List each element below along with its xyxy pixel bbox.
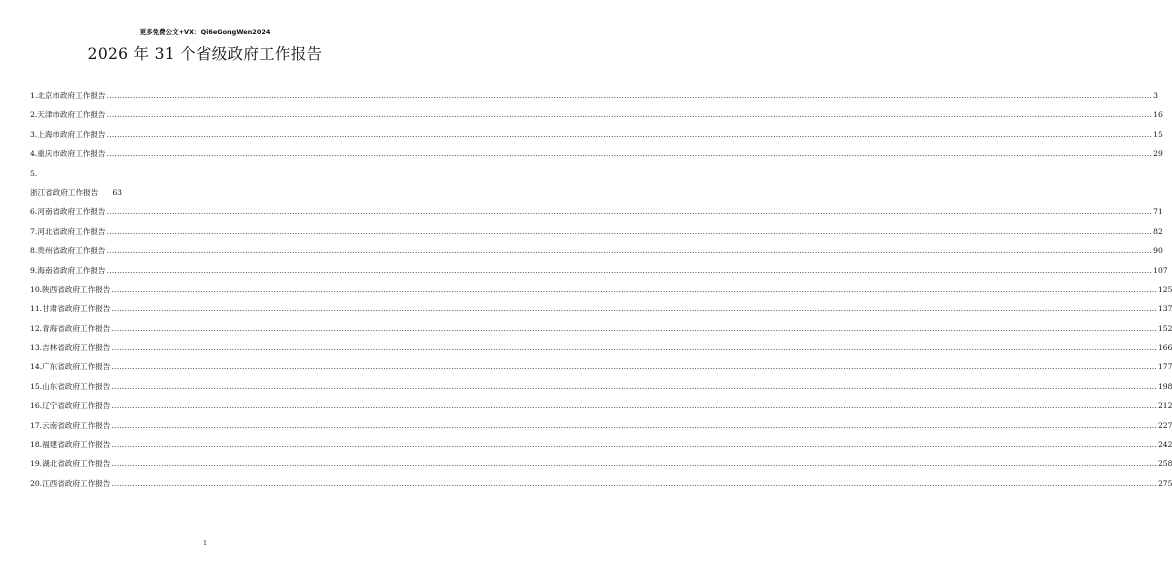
toc-entry-label: 浙江省政府工作报告 <box>30 187 99 197</box>
toc-entry-page: 152 <box>1157 323 1172 333</box>
toc-entry-page: 212 <box>1157 401 1172 411</box>
toc-entry-label: 8.贵州省政府工作报告 <box>30 246 106 256</box>
toc-entry[interactable] <box>30 146 1163 161</box>
toc-entry-label: 5. <box>30 168 38 178</box>
toc-entry[interactable] <box>30 127 1163 142</box>
toc-dot-leader: ................................................................................................................................................................................................................................................................................................................................................................................................................ <box>111 362 1157 372</box>
toc-entry-page: 227 <box>1157 420 1172 430</box>
toc-entry-label: 12.青海省政府工作报告 <box>30 323 111 333</box>
toc-entry-page: 90 <box>1153 246 1163 256</box>
toc-entry[interactable] <box>30 418 1172 433</box>
toc-entry[interactable] <box>30 263 1168 278</box>
toc-entry-page: 16 <box>1153 110 1163 120</box>
toc-dot-leader: ................................................................................................................................................................................................................................................................................................................................................................................................................ <box>106 265 1153 275</box>
toc-entry[interactable] <box>30 340 1172 355</box>
toc-dot-leader: ................................................................................................................................................................................................................................................................................................................................................................................................................ <box>111 478 1157 488</box>
toc-entry-page: 166 <box>1157 343 1172 353</box>
document-title: 2026 年 31 个省级政府工作报告 <box>87 45 323 63</box>
toc-entry-label: 11.甘肃省政府工作报告 <box>30 304 111 314</box>
toc-entry[interactable] <box>30 243 1163 258</box>
toc-dot-leader: ................................................................................................................................................................................................................................................................................................................................................................................................................ <box>106 246 1153 256</box>
toc-entry[interactable] <box>30 88 1158 103</box>
toc-dot-leader: ................................................................................................................................................................................................................................................................................................................................................................................................................ <box>106 110 1153 120</box>
toc-dot-leader: ................................................................................................................................................................................................................................................................................................................................................................................................................ <box>111 284 1157 294</box>
toc-entry[interactable] <box>30 379 1172 394</box>
toc-entry[interactable] <box>30 437 1172 452</box>
toc-entry-page: 125 <box>1157 284 1172 294</box>
toc-entry-page: 71 <box>1153 207 1163 217</box>
toc-entry-label: 3.上海市政府工作报告 <box>30 129 106 139</box>
toc-entry[interactable] <box>30 107 1163 122</box>
toc-entry-label: 2.天津市政府工作报告 <box>30 110 106 120</box>
toc-entry-label: 16.辽宁省政府工作报告 <box>30 401 111 411</box>
toc-entry-label: 14.广东省政府工作报告 <box>30 362 111 372</box>
toc-entry-page: 242 <box>1157 440 1172 450</box>
toc-dot-leader: ................................................................................................................................................................................................................................................................................................................................................................................................................ <box>111 420 1157 430</box>
toc-dot-leader: ................................................................................................................................................................................................................................................................................................................................................................................................................ <box>111 381 1157 391</box>
toc-entry-label: 9.海南省政府工作报告 <box>30 265 106 275</box>
toc-entry[interactable] <box>30 398 1172 413</box>
toc-entry-page: 275 <box>1157 478 1172 488</box>
table-of-contents <box>30 88 1172 495</box>
toc-dot-leader: ................................................................................................................................................................................................................................................................................................................................................................................................................ <box>111 304 1157 314</box>
toc-entry-label: 10.陕西省政府工作报告 <box>30 284 111 294</box>
toc-dot-leader: ................................................................................................................................................................................................................................................................................................................................................................................................................ <box>106 207 1153 217</box>
toc-entry[interactable] <box>30 321 1172 336</box>
toc-entry-page: 3 <box>1153 91 1158 100</box>
toc-dot-leader: ................................................................................................................................................................................................................................................................................................................................................................................................................ <box>111 343 1157 353</box>
toc-entry-page: 198 <box>1157 381 1172 391</box>
toc-entry-page: 15 <box>1153 129 1163 139</box>
toc-entry-label: 17.云南省政府工作报告 <box>30 420 111 430</box>
toc-entry-page: 82 <box>1153 226 1163 236</box>
toc-entry[interactable] <box>30 301 1172 316</box>
toc-entry[interactable] <box>30 456 1172 471</box>
toc-entry[interactable] <box>30 476 1172 491</box>
toc-entry[interactable] <box>30 359 1172 374</box>
toc-entry-label: 18.福建省政府工作报告 <box>30 440 111 450</box>
toc-entry-page: 137 <box>1157 304 1172 314</box>
toc-entry-label: 19.湖北省政府工作报告 <box>30 459 111 469</box>
toc-entry-label: 7.河北省政府工作报告 <box>30 226 106 236</box>
toc-dot-leader: ................................................................................................................................................................................................................................................................................................................................................................................................................ <box>111 459 1157 469</box>
toc-entry-label: 15.山东省政府工作报告 <box>30 381 111 391</box>
toc-dot-leader: ................................................................................................................................................................................................................................................................................................................................................................................................................ <box>111 440 1157 450</box>
toc-entry-page: 258 <box>1157 459 1172 469</box>
toc-dot-leader: ................................................................................................................................................................................................................................................................................................................................................................................................................ <box>106 129 1153 139</box>
header-note: 更多免费公文+VX：Qi6eGongWen2024 <box>139 28 271 36</box>
toc-entry-page: 177 <box>1157 362 1172 372</box>
toc-dot-leader: ................................................................................................................................................................................................................................................................................................................................................................................................................ <box>106 91 1153 100</box>
toc-entry[interactable] <box>30 185 401 200</box>
toc-dot-leader: ................................................................................................................................................................................................................................................................................................................................................................................................................ <box>111 323 1157 333</box>
toc-entry-label: 20.江西省政府工作报告 <box>30 478 111 488</box>
toc-entry-label: 13.吉林省政府工作报告 <box>30 343 111 353</box>
toc-entry-page: 107 <box>1153 265 1168 275</box>
toc-entry-label: 4.重庆市政府工作报告 <box>30 149 106 159</box>
toc-dot-leader: ................................................................................................................................................................................................................................................................................................................................................................................................................ <box>106 226 1153 236</box>
toc-entry-label: 6.河南省政府工作报告 <box>30 207 106 217</box>
toc-entry[interactable] <box>30 224 1163 239</box>
toc-dot-leader: ................................................................................................................................................................................................................................................................................................................................................................................................................ <box>106 149 1153 159</box>
toc-entry-page: 63 <box>112 187 123 197</box>
toc-entry-page: 29 <box>1153 149 1163 159</box>
page-number: 1 <box>203 540 207 547</box>
toc-entry-label: 1.北京市政府工作报告 <box>30 91 106 100</box>
toc-entry[interactable] <box>30 204 1163 219</box>
toc-entry[interactable] <box>30 166 401 181</box>
toc-entry[interactable] <box>30 282 1172 297</box>
toc-dot-leader: ................................................................................................................................................................................................................................................................................................................................................................................................................ <box>111 401 1157 411</box>
